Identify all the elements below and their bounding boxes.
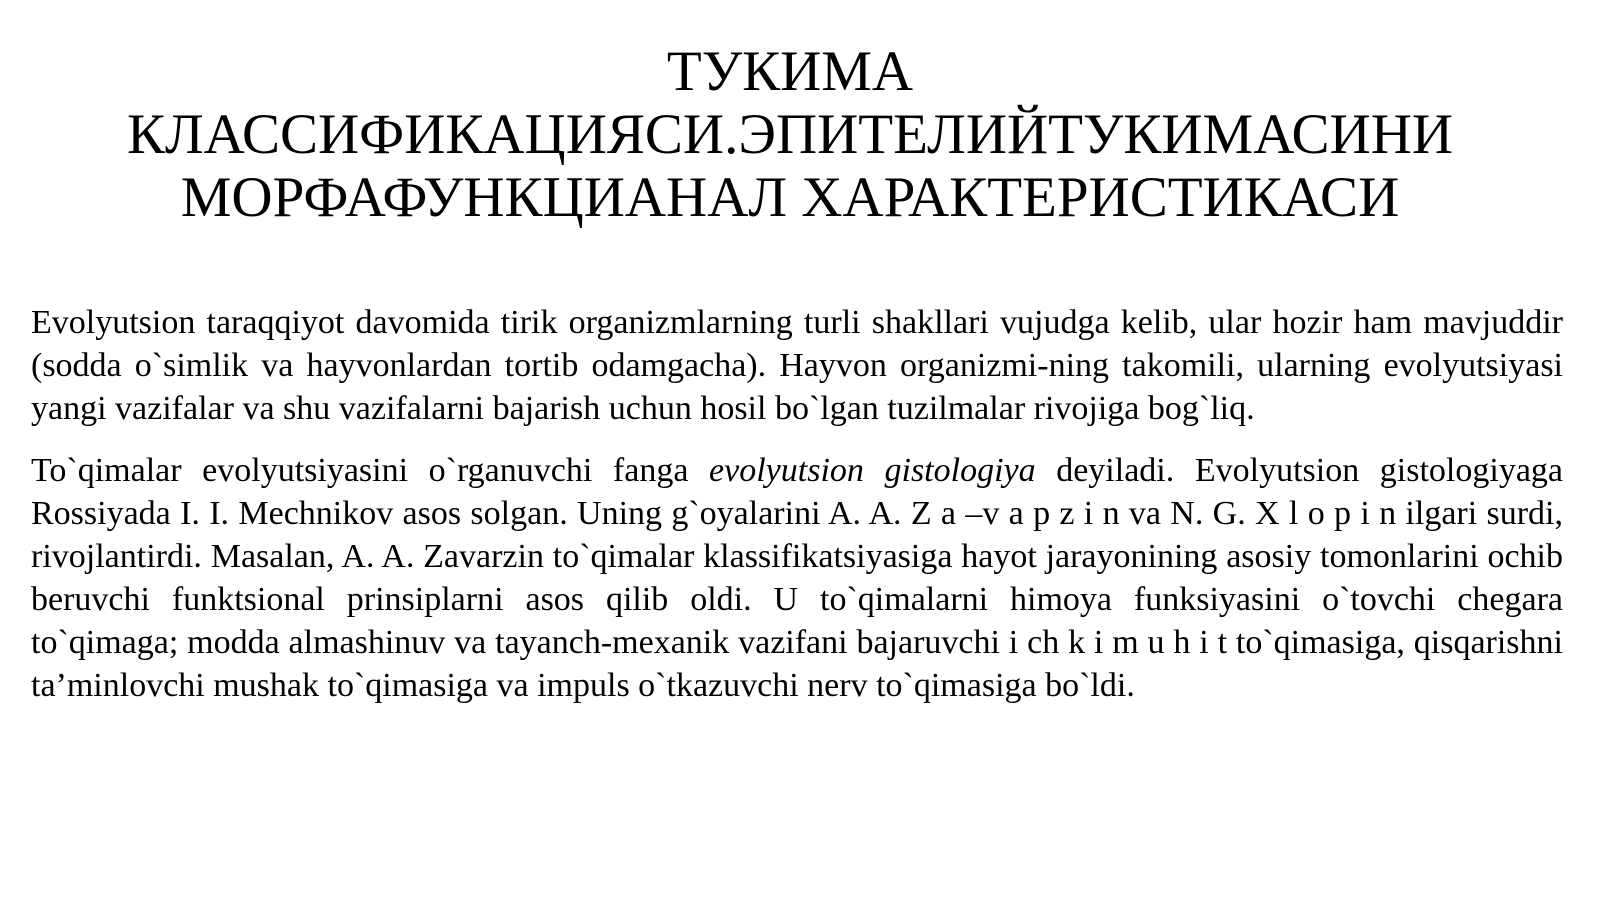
paragraph-2	[31, 449, 1563, 707]
slide-body	[31, 301, 1563, 726]
paragraph-2-term: evolyutsion gistologiya	[709, 452, 1036, 489]
paragraph-2-rest: deyiladi. Evolyutsion gistologiyaga Rossiyada I. I. Mechnikov asos solgan. Uning g`oyalarini A. A. Z a –v a p z i n va N. G. X l o p i n ilgari surdi, rivojlantirdi. Masalan, A. A. Zavarzin to`qimalar klassifikatsiyasiga hayot jarayonining asosiy tomonlarini ochib beruvchi funktsional prinsiplarni asos qilib oldi. U to`qimalarni himoya funksiyasini o`tovchi chegara to`qimaga; modda almashinuv va tayanch-mexanik vazifani bajaruvchi i ch k i m u h i t to`qimasiga, qisqarishni ta’minlovchi mushak to`qimasiga va impuls o`tkazuvchi nerv to`qimasiga bo`ldi.	[31, 452, 1563, 704]
paragraph-2-intro: To`qimalar evolyutsiyasini o`rganuvchi fanga	[31, 452, 710, 489]
paragraph-1: Evolyutsion taraqqiyot davomida tirik organizmlarning turli shakllari vujudga kelib, ular hozir ham mavjuddir (sodda o`simlik va hayvonlardan tortib odamgacha). Hayvon organizmi-ning takomili, ularning evolyutsiyasi yangi vazifalar va shu vazifalarni bajarish uchun hosil bo`lgan tuzilmalar rivojiga bog`liq.	[31, 304, 1563, 427]
slide-title: ТУКИМА КЛАССИФИКАЦИЯСИ.ЭПИТЕЛИЙТУКИМАСИНИ МОРФАФУНКЦИАНАЛ ХАРАКТЕРИСТИКАСИ	[126, 40, 1454, 229]
